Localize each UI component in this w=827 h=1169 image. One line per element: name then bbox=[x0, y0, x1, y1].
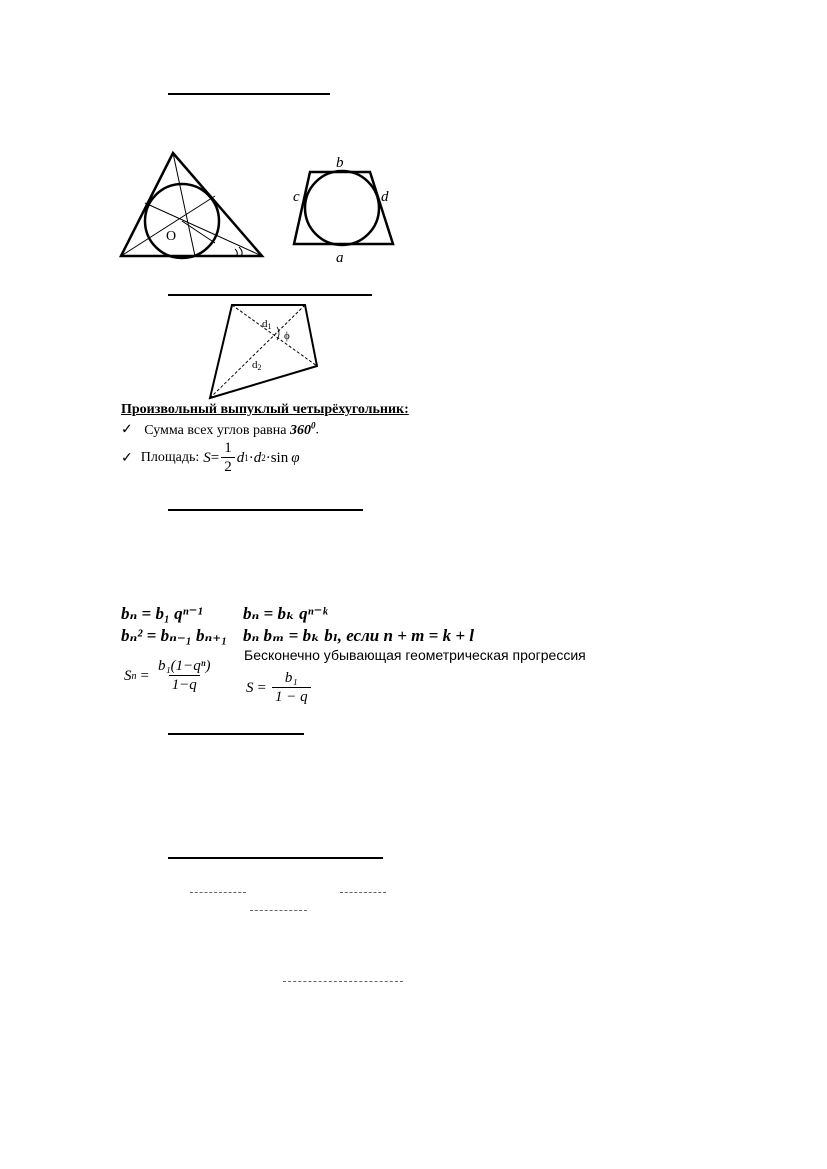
check-icon: ✓ bbox=[121, 422, 133, 438]
trapezoid-label-b: b bbox=[336, 155, 344, 171]
area-d1-sub: 1 bbox=[244, 453, 249, 463]
trapezoid-label-d: d bbox=[381, 189, 389, 205]
blank-line bbox=[190, 892, 246, 893]
heading-rule-5 bbox=[168, 857, 383, 859]
area-frac-num: 1 bbox=[224, 440, 232, 456]
heading-rule-3 bbox=[168, 509, 363, 511]
inf-lhs: S bbox=[246, 679, 254, 696]
blank-line bbox=[283, 981, 403, 982]
angles-sum-period: . bbox=[315, 422, 319, 438]
area-item bbox=[121, 440, 300, 476]
area-formula bbox=[203, 440, 299, 476]
area-d2-sub: 2 bbox=[261, 453, 266, 463]
area-phi: φ bbox=[291, 449, 300, 466]
area-fraction bbox=[221, 440, 235, 476]
quadrilateral-figure bbox=[205, 300, 325, 402]
angles-sum-item bbox=[121, 420, 319, 439]
diagonal-d1 bbox=[232, 305, 317, 366]
area-d2: d bbox=[253, 449, 262, 466]
heading-rule-2 bbox=[168, 294, 372, 296]
trapezoid-incircle-figure bbox=[288, 152, 398, 264]
trapezoid-label-a: a bbox=[336, 250, 344, 264]
angles-sum-sup: 0 bbox=[310, 420, 316, 430]
area-d1: d bbox=[236, 449, 245, 466]
area-eq: = bbox=[210, 449, 220, 466]
progression-formula-4: bₙ bₘ = bₖ bₗ, если n + m = k + l bbox=[243, 626, 474, 645]
triangle-center-label: O bbox=[166, 229, 177, 244]
area-lhs: S bbox=[203, 449, 211, 466]
progression-formula-2: bₙ = bₖ qⁿ⁻ᵏ bbox=[243, 604, 328, 623]
sum-lhs: S bbox=[124, 667, 132, 684]
triangle-incircle-figure bbox=[115, 148, 270, 263]
inf-fraction bbox=[272, 670, 311, 706]
angle-arc bbox=[239, 247, 242, 256]
sum-n-formula bbox=[124, 658, 216, 694]
area-dot: · bbox=[248, 449, 254, 466]
angles-sum-value: 360 bbox=[289, 422, 311, 438]
inf-eq: = bbox=[257, 679, 266, 696]
sum-eq: = bbox=[140, 667, 149, 684]
bisector-line bbox=[173, 153, 195, 256]
sum-num: b₁(1−qⁿ) bbox=[157, 658, 211, 674]
diagonal-d2-label: d2 bbox=[252, 359, 262, 372]
angles-sum-text: Сумма всех углов равна bbox=[144, 422, 287, 438]
heading-rule-4 bbox=[168, 733, 304, 735]
infinite-progression-label: Бесконечно убывающая геометрическая прогрессия bbox=[244, 647, 586, 663]
check-icon: ✓ bbox=[121, 450, 133, 466]
trapezoid-incircle bbox=[305, 171, 379, 245]
sum-fraction bbox=[155, 658, 214, 694]
sum-den: 1−q bbox=[169, 675, 200, 694]
blank-line bbox=[250, 910, 307, 911]
sum-lhs-sub: n bbox=[131, 670, 137, 682]
angle-phi-label: ϕ bbox=[284, 330, 290, 342]
trapezoid-label-c: c bbox=[293, 189, 300, 205]
inf-den: 1 − q bbox=[272, 687, 311, 706]
blank-line bbox=[340, 892, 386, 893]
progression-formula-3: bₙ² = bₙ₋₁ bₙ₊₁ bbox=[121, 626, 228, 645]
area-sin: ·sin bbox=[265, 449, 289, 466]
area-label: Площадь: bbox=[140, 450, 200, 465]
heading-rule-1 bbox=[168, 93, 330, 95]
quadrilateral-heading: Произвольный выпуклый четырёхугольник: bbox=[121, 402, 409, 417]
inf-num: b₁ bbox=[284, 670, 298, 686]
diagonal-d1-label: d1 bbox=[262, 318, 272, 331]
infinite-sum-formula bbox=[246, 670, 313, 706]
area-frac-den: 2 bbox=[221, 457, 235, 476]
progression-formula-1: bₙ = b₁ qⁿ⁻¹ bbox=[121, 604, 203, 623]
